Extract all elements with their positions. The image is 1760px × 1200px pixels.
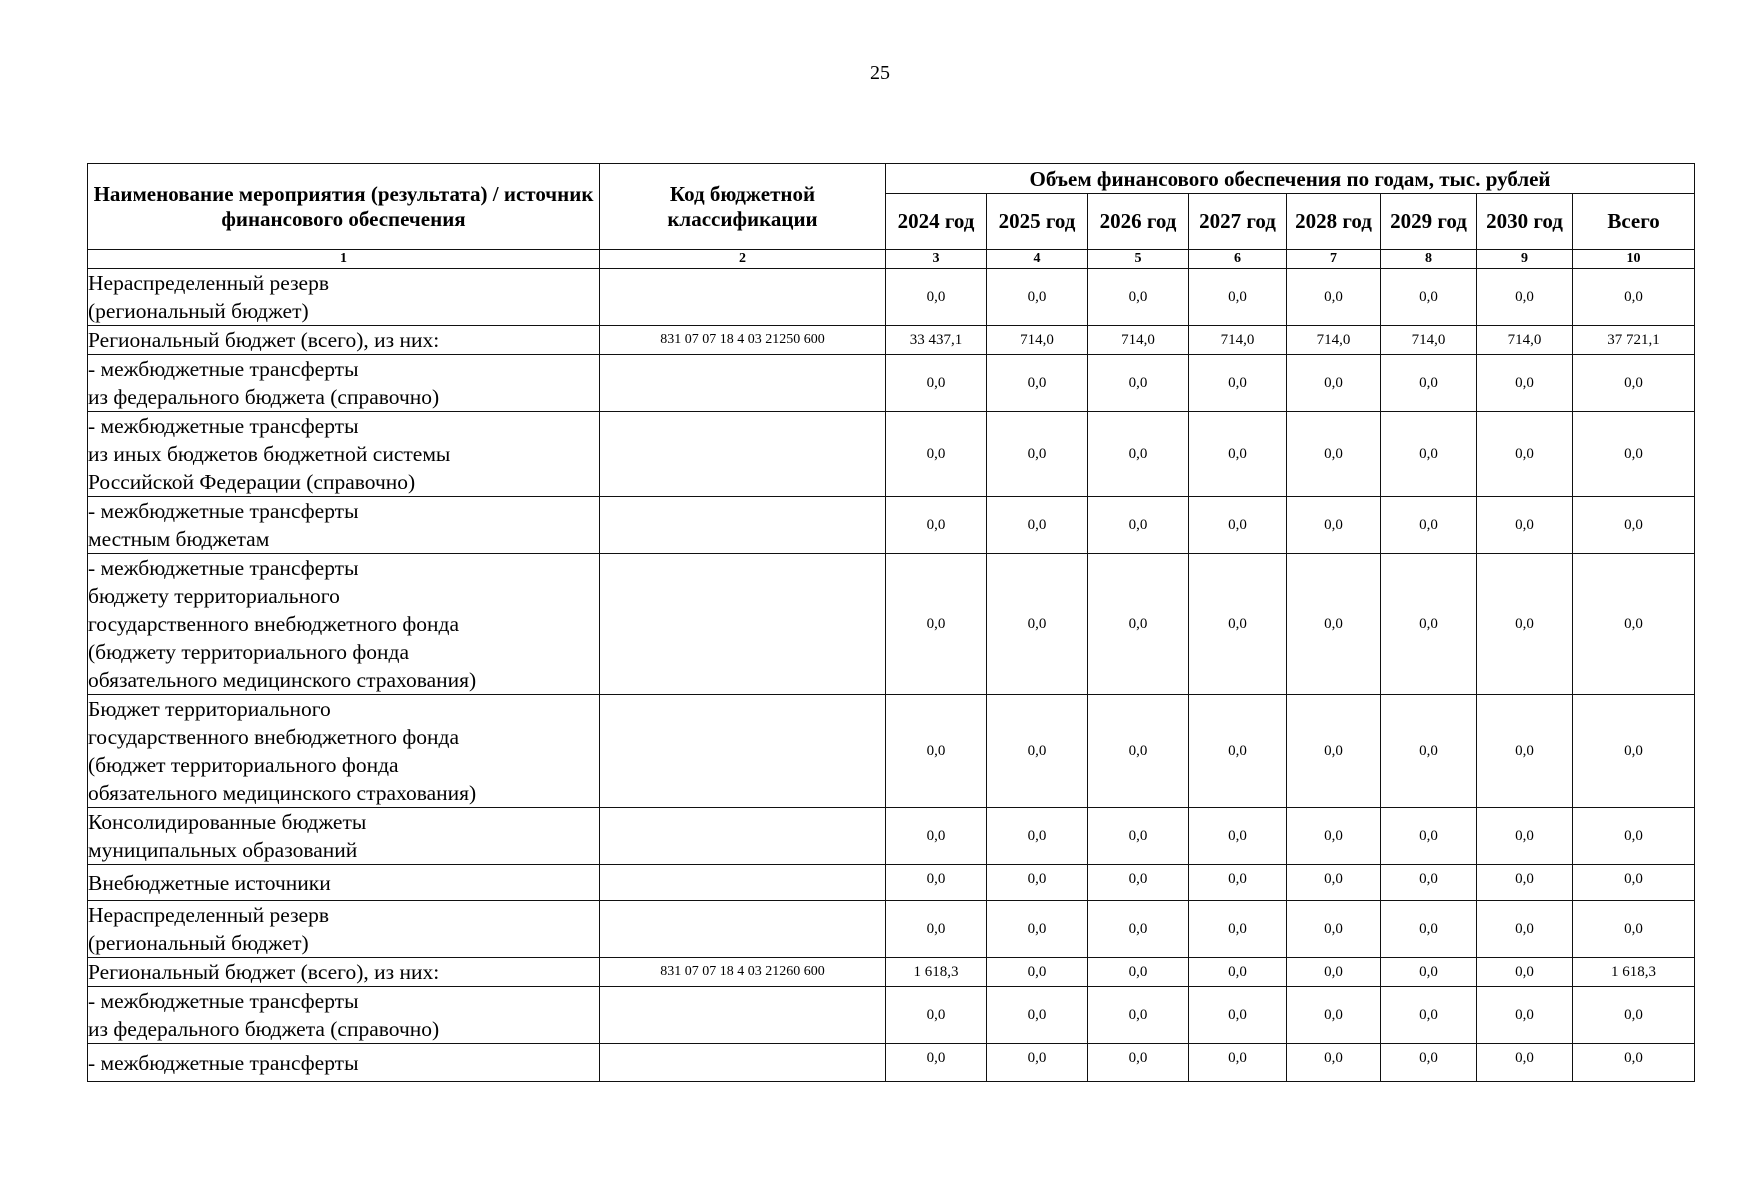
- row-year-value: 0,0: [1381, 554, 1477, 695]
- row-year-value: 0,0: [1381, 987, 1477, 1044]
- row-year-value: 0,0: [1088, 554, 1189, 695]
- row-total-value: 0,0: [1573, 901, 1695, 958]
- row-year-value: 0,0: [1287, 958, 1381, 987]
- row-year-value: 0,0: [987, 1044, 1088, 1082]
- header-year-2027: 2027 год: [1189, 194, 1287, 250]
- row-year-value: 0,0: [1088, 987, 1189, 1044]
- row-year-value: 0,0: [1381, 269, 1477, 326]
- row-year-value: 0,0: [1088, 1044, 1189, 1082]
- row-year-value: 0,0: [987, 497, 1088, 554]
- column-number: 7: [1287, 250, 1381, 269]
- row-year-value: 0,0: [987, 901, 1088, 958]
- row-year-value: 0,0: [1189, 987, 1287, 1044]
- header-total: Всего: [1573, 194, 1695, 250]
- row-total-value: 0,0: [1573, 554, 1695, 695]
- financing-table: [87, 163, 1695, 1082]
- row-year-value: 0,0: [886, 269, 987, 326]
- row-year-value: 0,0: [1287, 269, 1381, 326]
- row-year-value: 0,0: [1381, 901, 1477, 958]
- row-year-value: 0,0: [1381, 355, 1477, 412]
- table-row: [88, 987, 1695, 1044]
- row-year-value: 0,0: [1189, 355, 1287, 412]
- header-year-2026: 2026 год: [1088, 194, 1189, 250]
- table-row: [88, 958, 1695, 987]
- row-year-value: 0,0: [1189, 808, 1287, 865]
- row-year-value: 0,0: [1088, 808, 1189, 865]
- column-number: 4: [987, 250, 1088, 269]
- row-year-value: 714,0: [1088, 326, 1189, 355]
- row-budget-code: [600, 269, 886, 326]
- row-year-value: 0,0: [1381, 412, 1477, 497]
- row-year-value: 714,0: [1381, 326, 1477, 355]
- row-name: - межбюджетные трансферты из иных бюджетов бюджетной системы Российской Федерации (справочно): [88, 412, 600, 497]
- row-year-value: 0,0: [1477, 412, 1573, 497]
- row-year-value: 0,0: [886, 355, 987, 412]
- row-total-value: 0,0: [1573, 355, 1695, 412]
- header-year-2025: 2025 год: [987, 194, 1088, 250]
- row-year-value: 0,0: [1287, 412, 1381, 497]
- table-row: [88, 1044, 1695, 1082]
- row-year-value: 0,0: [1189, 695, 1287, 808]
- row-budget-code: [600, 901, 886, 958]
- column-number: 9: [1477, 250, 1573, 269]
- row-year-value: 0,0: [886, 497, 987, 554]
- row-name: - межбюджетные трансферты бюджету территориального государственного внебюджетного фонда (бюджету территориального фонда обязательного медицинского страхования): [88, 554, 600, 695]
- row-budget-code: [600, 1044, 886, 1082]
- row-year-value: 714,0: [987, 326, 1088, 355]
- row-total-value: 0,0: [1573, 412, 1695, 497]
- row-year-value: 0,0: [1287, 695, 1381, 808]
- row-budget-code: 831 07 07 18 4 03 21250 600: [600, 326, 886, 355]
- row-year-value: 0,0: [1287, 554, 1381, 695]
- row-budget-code: 831 07 07 18 4 03 21260 600: [600, 958, 886, 987]
- header-name-column: Наименование мероприятия (результата) / источник финансового обеспечения: [88, 164, 600, 250]
- row-year-value: 0,0: [1088, 958, 1189, 987]
- row-budget-code: [600, 554, 886, 695]
- row-year-value: 1 618,3: [886, 958, 987, 987]
- row-year-value: 0,0: [987, 987, 1088, 1044]
- row-year-value: 0,0: [1477, 958, 1573, 987]
- row-year-value: 0,0: [1189, 412, 1287, 497]
- row-year-value: 0,0: [1287, 497, 1381, 554]
- row-year-value: 0,0: [1381, 1044, 1477, 1082]
- row-total-value: 0,0: [1573, 1044, 1695, 1082]
- column-number: 5: [1088, 250, 1189, 269]
- row-year-value: 0,0: [1477, 865, 1573, 901]
- row-year-value: 0,0: [1088, 901, 1189, 958]
- row-total-value: 0,0: [1573, 808, 1695, 865]
- column-number: 10: [1573, 250, 1695, 269]
- row-year-value: 0,0: [1477, 554, 1573, 695]
- row-year-value: 0,0: [1477, 1044, 1573, 1082]
- row-year-value: 0,0: [1189, 269, 1287, 326]
- row-year-value: 0,0: [886, 987, 987, 1044]
- row-year-value: 0,0: [1189, 554, 1287, 695]
- row-year-value: 0,0: [886, 412, 987, 497]
- row-name: Региональный бюджет (всего), из них:: [88, 326, 600, 355]
- row-year-value: 0,0: [1088, 355, 1189, 412]
- table-row: [88, 865, 1695, 901]
- row-year-value: 0,0: [987, 865, 1088, 901]
- row-name: Консолидированные бюджеты муниципальных образований: [88, 808, 600, 865]
- row-name: Нераспределенный резерв (региональный бюджет): [88, 901, 600, 958]
- row-year-value: 0,0: [886, 808, 987, 865]
- table-row: [88, 355, 1695, 412]
- row-budget-code: [600, 695, 886, 808]
- row-year-value: 0,0: [1287, 865, 1381, 901]
- row-year-value: 0,0: [1477, 901, 1573, 958]
- row-year-value: 0,0: [987, 958, 1088, 987]
- row-name: - межбюджетные трансферты из федерального бюджета (справочно): [88, 355, 600, 412]
- row-year-value: 0,0: [1088, 695, 1189, 808]
- table-row: [88, 412, 1695, 497]
- row-year-value: 0,0: [1088, 865, 1189, 901]
- column-number: 8: [1381, 250, 1477, 269]
- row-total-value: 0,0: [1573, 987, 1695, 1044]
- table-row: [88, 554, 1695, 695]
- column-number: 3: [886, 250, 987, 269]
- row-year-value: 0,0: [886, 901, 987, 958]
- row-year-value: 0,0: [1381, 497, 1477, 554]
- row-year-value: 0,0: [1477, 987, 1573, 1044]
- row-year-value: 0,0: [886, 554, 987, 695]
- row-year-value: 0,0: [987, 355, 1088, 412]
- row-year-value: 0,0: [1189, 497, 1287, 554]
- row-budget-code: [600, 355, 886, 412]
- row-year-value: 0,0: [1287, 808, 1381, 865]
- row-budget-code: [600, 808, 886, 865]
- row-year-value: 0,0: [987, 554, 1088, 695]
- page-number: 25: [870, 62, 890, 84]
- row-year-value: 0,0: [1189, 865, 1287, 901]
- row-name: - межбюджетные трансферты из федерального бюджета (справочно): [88, 987, 600, 1044]
- row-year-value: 714,0: [1189, 326, 1287, 355]
- header-year-2030: 2030 год: [1477, 194, 1573, 250]
- row-year-value: 714,0: [1287, 326, 1381, 355]
- table-row: [88, 808, 1695, 865]
- row-year-value: 0,0: [1477, 497, 1573, 554]
- header-code-column: Код бюджетной классификации: [600, 164, 886, 250]
- column-number-row: [88, 250, 1695, 269]
- row-total-value: 37 721,1: [1573, 326, 1695, 355]
- row-budget-code: [600, 412, 886, 497]
- row-name: Внебюджетные источники: [88, 865, 600, 901]
- row-year-value: 0,0: [1477, 808, 1573, 865]
- row-year-value: 0,0: [1088, 497, 1189, 554]
- header-year-2024: 2024 год: [886, 194, 987, 250]
- row-year-value: 0,0: [1189, 901, 1287, 958]
- row-budget-code: [600, 987, 886, 1044]
- row-total-value: 1 618,3: [1573, 958, 1695, 987]
- row-year-value: 0,0: [1287, 1044, 1381, 1082]
- row-year-value: 0,0: [1381, 808, 1477, 865]
- row-name: Бюджет территориального государственного внебюджетного фонда (бюджет территориального фонда обязательного медицинского страхования): [88, 695, 600, 808]
- row-total-value: 0,0: [1573, 865, 1695, 901]
- row-year-value: 0,0: [1477, 269, 1573, 326]
- row-year-value: 0,0: [886, 695, 987, 808]
- header-year-2029: 2029 год: [1381, 194, 1477, 250]
- row-total-value: 0,0: [1573, 269, 1695, 326]
- row-name: Нераспределенный резерв (региональный бюджет): [88, 269, 600, 326]
- header-year-2028: 2028 год: [1287, 194, 1381, 250]
- table-row: [88, 901, 1695, 958]
- table-row: [88, 269, 1695, 326]
- row-name: - межбюджетные трансферты местным бюджетам: [88, 497, 600, 554]
- row-year-value: 714,0: [1477, 326, 1573, 355]
- row-year-value: 0,0: [1287, 987, 1381, 1044]
- row-year-value: 0,0: [1381, 695, 1477, 808]
- row-budget-code: [600, 497, 886, 554]
- row-year-value: 0,0: [886, 865, 987, 901]
- row-total-value: 0,0: [1573, 695, 1695, 808]
- row-year-value: 0,0: [987, 412, 1088, 497]
- column-number: 1: [88, 250, 600, 269]
- row-year-value: 0,0: [886, 1044, 987, 1082]
- row-year-value: 0,0: [1287, 901, 1381, 958]
- row-year-value: 0,0: [1088, 269, 1189, 326]
- row-year-value: 33 437,1: [886, 326, 987, 355]
- row-year-value: 0,0: [1381, 958, 1477, 987]
- table-row: [88, 497, 1695, 554]
- row-total-value: 0,0: [1573, 497, 1695, 554]
- row-year-value: 0,0: [1189, 1044, 1287, 1082]
- row-year-value: 0,0: [987, 269, 1088, 326]
- row-year-value: 0,0: [1189, 958, 1287, 987]
- table-row: [88, 695, 1695, 808]
- row-year-value: 0,0: [987, 695, 1088, 808]
- row-year-value: 0,0: [1088, 412, 1189, 497]
- row-budget-code: [600, 865, 886, 901]
- row-year-value: 0,0: [1287, 355, 1381, 412]
- column-number: 2: [600, 250, 886, 269]
- table-row: [88, 326, 1695, 355]
- row-name: Региональный бюджет (всего), из них:: [88, 958, 600, 987]
- row-name: - межбюджетные трансферты: [88, 1044, 600, 1082]
- header-financing-group: Объем финансового обеспечения по годам, тыс. рублей: [886, 164, 1695, 194]
- row-year-value: 0,0: [1477, 355, 1573, 412]
- row-year-value: 0,0: [987, 808, 1088, 865]
- row-year-value: 0,0: [1477, 695, 1573, 808]
- column-number: 6: [1189, 250, 1287, 269]
- row-year-value: 0,0: [1381, 865, 1477, 901]
